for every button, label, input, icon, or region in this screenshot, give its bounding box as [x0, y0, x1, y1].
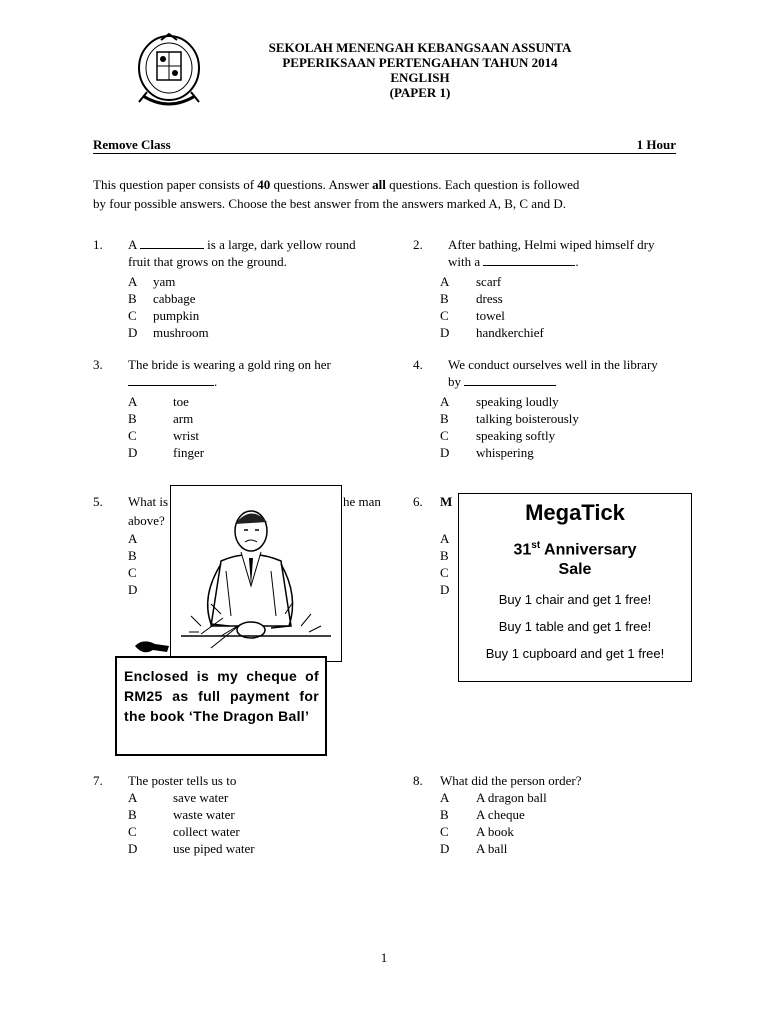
instr-text: questions. Answer [270, 177, 373, 192]
question-text: he man [343, 494, 381, 509]
poster-line: Buy 1 table and get 1 free! [498, 619, 652, 635]
option-letter: C [128, 824, 137, 839]
instr-text: This question paper consists of [93, 177, 258, 192]
question-text: After bathing, Helmi wiped himself dry [448, 237, 655, 252]
instr-all: all [372, 177, 386, 192]
poster-anniversary [459, 536, 691, 560]
option-letter: D [128, 582, 138, 597]
option-letter: B [440, 807, 449, 822]
poster-line: Buy 1 chair and get 1 free! [498, 592, 652, 608]
option-text: speaking loudly [476, 394, 559, 409]
option-letter: D [440, 841, 450, 856]
exam-name: PEPERIKSAAN PERTENGAHAN TAHUN 2014 [282, 55, 558, 70]
option-letter: D [440, 582, 450, 597]
option-text: dress [476, 291, 503, 306]
question-8 [413, 772, 713, 862]
question-text: We conduct ourselves well in the library [448, 357, 658, 372]
instr-count: 40 [257, 177, 271, 192]
option-letter: C [440, 565, 449, 580]
man-drawing [171, 486, 341, 661]
option-text: finger [173, 445, 205, 460]
question-text: M [440, 494, 453, 509]
anniversary-number: 31 [513, 541, 532, 559]
page-number: 1 [380, 950, 388, 965]
question-number: 7. [93, 773, 103, 788]
question-text: with a [448, 254, 481, 269]
option-text: A cheque [476, 807, 525, 822]
school-crest-logo [135, 32, 203, 110]
question-text: The poster tells us to [128, 773, 237, 788]
option-text: use piped water [173, 841, 255, 856]
option-letter: C [440, 428, 449, 443]
school-name: SEKOLAH MENENGAH KEBANGSAAN ASSUNTA [268, 40, 572, 55]
option-letter: B [128, 411, 137, 426]
option-text: mushroom [153, 325, 209, 340]
option-text: handkerchief [476, 325, 544, 340]
instr-text: questions. Each question is followed [385, 177, 580, 192]
poster-sale: Sale [558, 561, 592, 579]
option-letter: B [440, 291, 449, 306]
option-letter: C [440, 308, 449, 323]
anniversary-suffix: st [531, 540, 541, 551]
option-letter: A [128, 394, 138, 409]
question-text: is a large, dark yellow round [203, 237, 356, 252]
question-text: A [128, 237, 137, 252]
option-letter: B [128, 807, 137, 822]
option-letter: D [128, 325, 138, 340]
question-number: 8. [413, 773, 423, 788]
option-letter: A [440, 790, 450, 805]
question-text: above? [128, 513, 165, 528]
option-letter: C [440, 824, 449, 839]
question-1 [93, 236, 393, 346]
option-letter: B [128, 291, 137, 306]
subject-name: ENGLISH [390, 70, 450, 85]
option-text: arm [173, 411, 194, 426]
question-number: 1. [93, 237, 103, 252]
question-text: . [214, 374, 218, 389]
question-text: . [575, 254, 579, 269]
option-letter: D [128, 445, 138, 460]
option-text: A ball [476, 841, 508, 856]
option-text: cabbage [153, 291, 196, 306]
class-line [93, 137, 676, 153]
option-letter: A [440, 274, 450, 289]
option-text: toe [173, 394, 189, 409]
option-letter: B [440, 411, 449, 426]
duration-label: 1 Hour [636, 137, 676, 152]
answer-blank [140, 236, 204, 249]
question-text: What is [128, 494, 169, 509]
class-label: Remove Class [93, 137, 171, 152]
question-number: 5. [93, 494, 103, 509]
question-text: fruit that grows on the ground. [128, 254, 287, 269]
question-3 [93, 356, 393, 466]
question-number: 2. [413, 237, 423, 252]
option-text: yam [153, 274, 176, 289]
option-letter: A [128, 790, 138, 805]
option-text: wrist [173, 428, 199, 443]
poster-title: MegaTick [525, 500, 625, 525]
option-letter: D [440, 325, 450, 340]
poster-line: Buy 1 cupboard and get 1 free! [485, 646, 665, 662]
option-letter: B [128, 548, 137, 563]
answer-blank [483, 253, 575, 266]
question-text: by [448, 374, 461, 389]
option-text: A dragon ball [476, 790, 547, 805]
anniversary-text: Anniversary [540, 541, 637, 559]
option-text: talking boisterously [476, 411, 579, 426]
exam-header [200, 40, 640, 100]
option-letter: A [440, 531, 450, 546]
question-number: 4. [413, 357, 423, 372]
instructions [93, 175, 683, 213]
note-text: Enclosed is my cheque of RM25 as full payment for the book ‘The Dragon Ball’ [124, 668, 319, 724]
instr-line2: by four possible answers. Choose the best answer from the answers marked A, B, C and D. [93, 196, 566, 211]
cheque-note [115, 656, 327, 756]
question-number: 6. [413, 494, 423, 509]
option-text: A book [476, 824, 514, 839]
question-text: What did the person order? [440, 773, 582, 788]
answer-blank [464, 373, 556, 386]
option-text: save water [173, 790, 229, 805]
option-text: whispering [476, 445, 534, 460]
megatick-poster [458, 493, 692, 682]
option-text: towel [476, 308, 505, 323]
option-letter: A [128, 274, 138, 289]
option-letter: D [128, 841, 138, 856]
angry-man-illustration [170, 485, 342, 662]
question-number: 3. [93, 357, 103, 372]
option-text: speaking softly [476, 428, 556, 443]
option-text: collect water [173, 824, 240, 839]
answer-blank [128, 373, 214, 386]
option-text: pumpkin [153, 308, 200, 323]
option-letter: C [128, 308, 137, 323]
header-rule [93, 153, 676, 154]
question-4 [413, 356, 713, 466]
option-letter: A [440, 394, 450, 409]
question-7 [93, 772, 393, 862]
option-letter: D [440, 445, 450, 460]
option-letter: A [128, 531, 138, 546]
option-text: scarf [476, 274, 502, 289]
option-text: waste water [173, 807, 235, 822]
question-2 [413, 236, 713, 346]
option-letter: B [440, 548, 449, 563]
paper-name: (PAPER 1) [389, 85, 451, 100]
question-text: The bride is wearing a gold ring on her [128, 357, 331, 372]
option-letter: C [128, 565, 137, 580]
option-letter: C [128, 428, 137, 443]
